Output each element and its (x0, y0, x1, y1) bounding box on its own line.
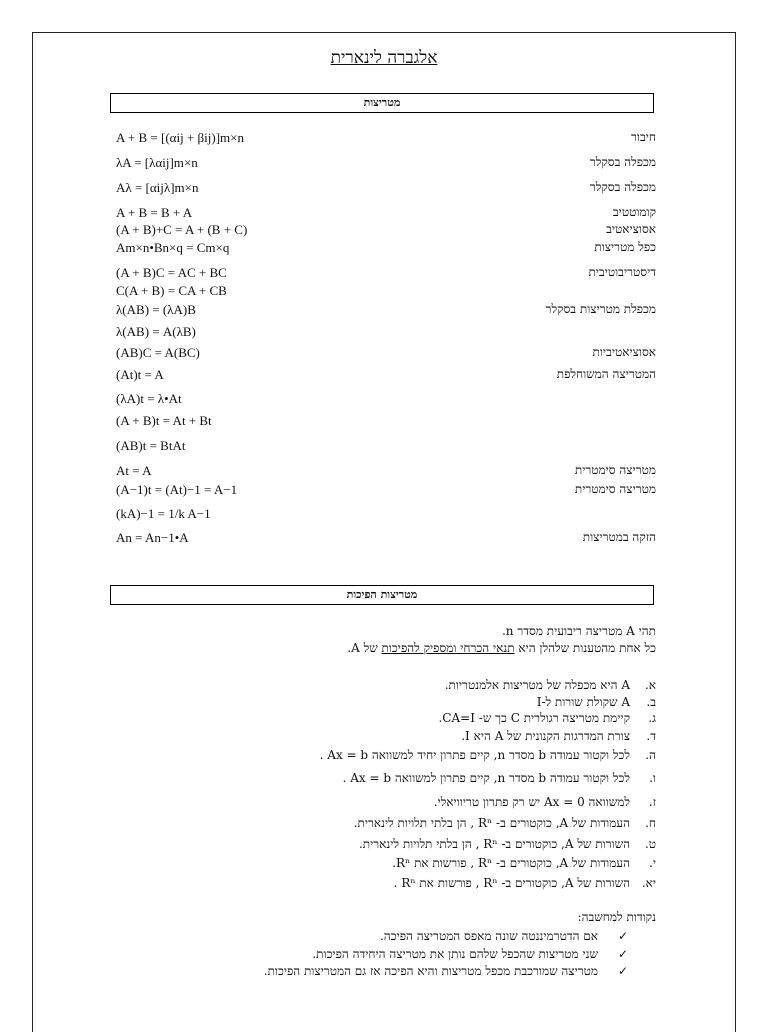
formula: (AB)t = BtAt (116, 438, 186, 453)
condition-text: השורות של A, כוקטורים ב- Rⁿ , פורשות את Rⁿ . (393, 876, 630, 890)
matrix-property-row (110, 391, 656, 409)
condition-text: צורת המדרגות הקנונית של A היא I. (461, 729, 630, 743)
condition-item (110, 816, 656, 834)
condition-item (110, 711, 656, 729)
formula: (kA)−1 = 1/k A−1 (116, 506, 211, 521)
intro-emphasis: תנאי הכרחי ומספיק להפיכות (381, 641, 515, 655)
property-label: מכפלה בסקלר (589, 155, 656, 169)
note-item (108, 964, 628, 980)
section-header-matrices: מטריצות (110, 93, 654, 113)
condition-number: ז. (648, 795, 656, 809)
condition-item (110, 876, 656, 894)
formula: An = An−1•A (116, 530, 189, 545)
formula: (A + B)C = AC + BC (116, 265, 227, 280)
property-label: מטריצה סימטרית (574, 463, 656, 477)
matrix-property-row (110, 438, 656, 456)
condition-number: ג. (648, 711, 656, 725)
condition-number: ה. (645, 748, 656, 762)
property-label: מכפלת מטריצות בסקלר (545, 302, 656, 316)
property-label: כפל מטריצות (594, 240, 656, 254)
condition-item (110, 795, 656, 813)
property-label: מכפלה בסקלר (589, 180, 656, 194)
intro-line-2 (347, 641, 656, 656)
formula: Am×n•Bn×q = Cm×q (116, 240, 230, 255)
condition-text: A שקולת שורות ל-I (536, 695, 630, 709)
intro-text-end: של A. (347, 641, 382, 655)
formula: λ(AB) = (λA)B (116, 302, 196, 317)
condition-number: ו. (649, 771, 656, 785)
matrix-property-row (110, 155, 656, 173)
formula: λA = [λαij]m×n (116, 155, 198, 170)
formula: Aλ = [αijλ]m×n (116, 180, 199, 195)
condition-item (110, 856, 656, 874)
checkmark-icon: ✓ (617, 947, 628, 961)
matrix-property-row (110, 180, 656, 198)
formula: C(A + B) = CA + CB (116, 283, 227, 298)
condition-number: ד. (646, 729, 656, 743)
matrix-property-row (110, 265, 656, 283)
property-label: הזקה במטריצות (582, 530, 656, 544)
formula: (A + B)t = At + Bt (116, 413, 212, 428)
matrix-property-row (110, 130, 656, 148)
condition-text: קיימת מטריצה רגולרית C כך ש- CA=I. (438, 711, 630, 725)
formula: A + B = [(αij + βij)]m×n (116, 130, 244, 145)
property-label: חיבור (631, 130, 656, 144)
condition-text: השורות של A, כוקטורים ב- Rⁿ , הן בלתי תלויות לינארית. (358, 837, 630, 851)
matrix-property-row (110, 413, 656, 431)
condition-item (110, 729, 656, 747)
intro-text: כל אחת מהטענות שלהלן היא (514, 641, 656, 655)
formula: (A + B)+C = A + (B + C) (116, 222, 248, 237)
condition-number: י. (649, 856, 656, 870)
property-label: קומוטטיב (612, 205, 656, 219)
formula: At = A (116, 463, 152, 478)
condition-item (110, 678, 656, 696)
section-header-inverse: מטריצות הפיכות (110, 585, 654, 605)
condition-text: A היא מכפלה של מטריצות אלמנטריות. (444, 678, 630, 692)
formula: (λA)t = λ•At (116, 391, 182, 406)
formula: λ(AB) = A(λB) (116, 324, 196, 339)
matrix-property-row (110, 205, 656, 223)
condition-item (110, 771, 656, 789)
intro-line-1: תהי A מטריצה ריבועית מסדר n. (501, 624, 656, 638)
condition-text: לכל וקטור עמודה b מסדר n, קיים פתרון למשוואה Ax = b . (342, 771, 630, 785)
condition-item (110, 837, 656, 855)
matrix-property-row (110, 324, 656, 342)
property-label: דיסטריבוטיבית (588, 265, 656, 279)
property-label: המטריצה המשוחלפת (556, 367, 656, 381)
note-item (108, 929, 628, 945)
matrix-property-row (110, 506, 656, 524)
note-text: שני מטריצות שהכפל שלהם נותן את מטריצה היחידה הפיכות. (312, 947, 598, 961)
matrix-property-row (110, 240, 656, 258)
property-label: אסוציאטיב (606, 222, 656, 236)
condition-text: למשוואה Ax = 0 יש רק פתרון טריוויאלי. (433, 795, 630, 809)
condition-number: ט. (644, 837, 656, 851)
note-text: אם הדטרמיננטה שונה מאפס המטריצה הפיכה. (379, 929, 598, 943)
checkmark-icon: ✓ (617, 964, 628, 978)
property-label: אסוציאטיביות (592, 345, 656, 359)
matrix-property-row (110, 345, 656, 363)
condition-number: יא. (641, 876, 656, 890)
matrix-property-row (110, 463, 656, 481)
matrix-property-row (110, 283, 656, 301)
condition-number: ב. (646, 695, 656, 709)
matrix-property-row (110, 367, 656, 385)
condition-text: העמודות של A, כוקטורים ב- Rⁿ , הן בלתי תלויות לינארית. (353, 816, 630, 830)
condition-text: העמודות של A, כוקטורים ב- Rⁿ , פורשות את Rⁿ. (392, 856, 630, 870)
formula: (AB)C = A(BC) (116, 345, 200, 360)
condition-number: ח. (645, 816, 656, 830)
condition-item (110, 748, 656, 766)
condition-text: לכל וקטור עמודה b מסדר n, קיים פתרון יחיד למשוואה Ax = b . (319, 748, 630, 762)
checkmark-icon: ✓ (617, 929, 628, 943)
matrix-property-row (110, 222, 656, 240)
note-item (108, 947, 628, 963)
formula: (A−1)t = (At)−1 = A−1 (116, 482, 238, 497)
document-title: אלגברה לינארית (330, 48, 438, 68)
matrix-property-row (110, 302, 656, 320)
formula: A + B = B + A (116, 205, 193, 220)
note-text: מטריצה שמורכבת מכפל מטריצות והיא הפיכה אז גם המטריצות הפיכות. (263, 964, 598, 978)
matrix-property-row (110, 482, 656, 500)
notes-title: נקודות למחשבה: (577, 910, 656, 924)
condition-number: א. (644, 678, 656, 692)
property-label: מטריצה סימטרית (574, 482, 656, 496)
matrix-property-row (110, 530, 656, 548)
formula: (At)t = A (116, 367, 164, 382)
